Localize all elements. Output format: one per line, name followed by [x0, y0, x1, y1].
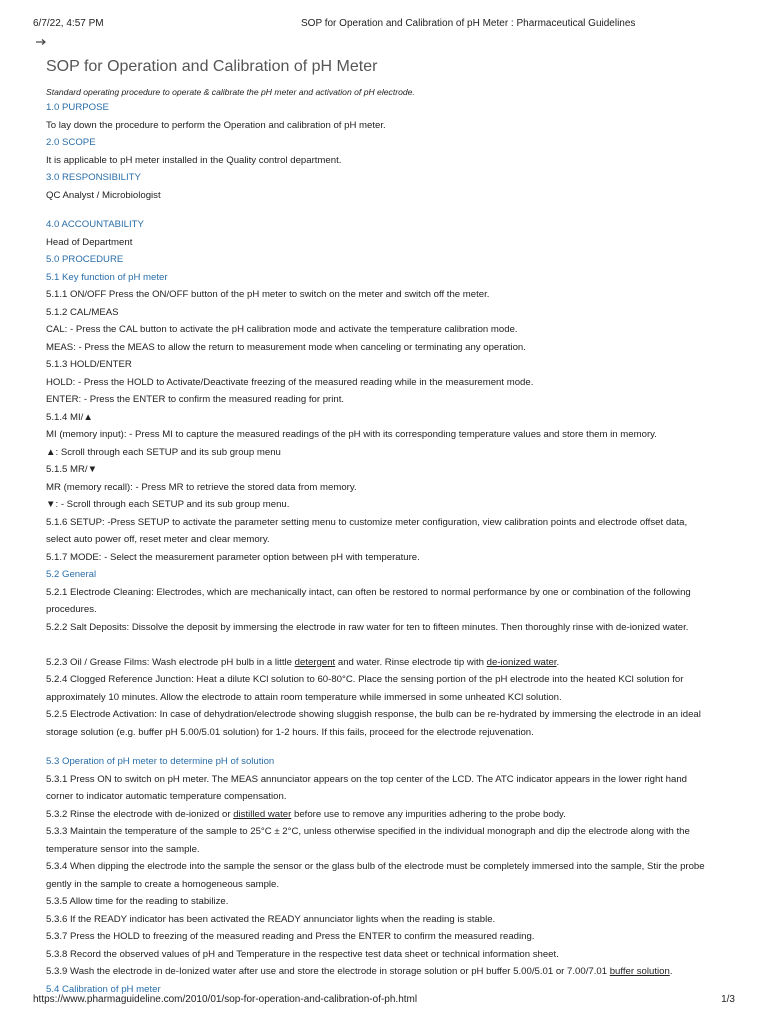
step-5-3-9-text-b: . — [669, 966, 673, 977]
step-5-3-2-text-b: before use to remove any impurities adhering to the probe body. — [291, 808, 566, 820]
step-5-1-3-enter: ENTER: - Press the ENTER to confirm the measured reading for print. — [46, 394, 345, 405]
intro-text: Standard operating procedure to operate & calibrate the pH meter and activation of pH electrode. — [46, 87, 415, 97]
spacer — [46, 741, 710, 753]
accountability-text: Head of Department — [46, 236, 133, 248]
heading-scope: 2.0 SCOPE — [46, 137, 96, 148]
scope-text: It is applicable to pH meter installed in the Quality control department. — [46, 154, 342, 166]
step-5-3-4: 5.3.4 When dipping the electrode into the sample the sensor or the glass bulb of the electrode must be completely immersed into the sample, Stir the probe gently in the sample to create a homogeneous sample. — [46, 861, 705, 890]
step-5-3-2-text-a: 5.3.2 Rinse the electrode with de-ionized or — [46, 808, 234, 820]
step-5-1-4-mi: MI (memory input): - Press MI to capture the measured readings of the pH with its corresponding temperature values and store them in memory. — [46, 429, 657, 440]
step-5-2-4: 5.2.4 Clogged Reference Junction: Heat a dilute KCl solution to 60-80°C. Place the sensing portion of the pH electrode into the heated KCl solution for approximately 10 minutes. Allow the electrode to attain room temperature while immersed in some unheated KCl solution. — [46, 674, 684, 703]
step-5-2-3-text-c: . — [556, 656, 560, 668]
step-5-1-1: 5.1.1 ON/OFF Press the ON/OFF button of the pH meter to switch on the meter and switch off the meter. — [46, 289, 490, 300]
buffer-solution-link[interactable]: buffer solution — [609, 966, 670, 977]
spacer — [46, 204, 710, 216]
step-5-1-5-mr: MR (memory recall): - Press MR to retrieve the stored data from memory. — [46, 481, 357, 493]
heading-accountability: 4.0 ACCOUNTABILITY — [46, 219, 144, 230]
step-5-3-1: 5.3.1 Press ON to switch on pH meter. The MEAS annunciator appears on the top center of the LCD. The ATC indicator appears in the lower right hand corner to indicator automatic temperature compensation. — [46, 773, 687, 802]
subheading-key-function: 5.1 Key function of pH meter — [46, 271, 168, 283]
step-5-1-5-down: ▼: - Scroll through each SETUP and its sub group menu. — [46, 499, 290, 510]
step-5-1-2-meas: MEAS: - Press the MEAS to allow the return to measurement mode when canceling or terminating any operation. — [46, 341, 526, 353]
step-5-1-5: 5.1.5 MR/▼ — [46, 464, 98, 475]
subheading-calibration: 5.4 Calibration of pH meter — [46, 983, 161, 995]
subheading-general: 5.2 General — [46, 569, 97, 580]
heading-procedure: 5.0 PROCEDURE — [46, 254, 124, 265]
detergent-link[interactable]: detergent — [294, 656, 336, 668]
responsibility-text: QC Analyst / Microbiologist — [46, 189, 161, 201]
step-5-2-2: 5.2.2 Salt Deposits: Dissolve the deposit by immersing the electrode in raw water for ten to fifteen minutes. Then thoroughly rinse with de-ionized water. — [46, 621, 689, 633]
step-5-3-8: 5.3.8 Record the observed values of pH and Temperature in the respective test data sheet or technical information sheet. — [46, 948, 559, 960]
step-5-2-3 — [46, 654, 710, 672]
page-number: 1/3 — [721, 994, 735, 1005]
share-arrow-icon[interactable] — [35, 36, 49, 46]
step-5-2-3-text-a: 5.2.3 Oil / Grease Films: Wash electrode pH bulb in a little — [46, 656, 295, 668]
step-5-3-5: 5.3.5 Allow time for the reading to stabilize. — [46, 896, 229, 907]
step-5-3-7: 5.3.7 Press the HOLD to freezing of the measured reading and Press the ENTER to confirm the measured reading. — [46, 931, 535, 942]
step-5-3-9-text-a: 5.3.9 Wash the electrode in de-Ionized water after use and store the electrode in storage solution or pH buffer 5.00/5.01 or 7.00/7.01 — [46, 966, 610, 977]
distilled-water-link[interactable]: distilled water — [233, 808, 292, 820]
de-ionized-water-link[interactable]: de-ionized water — [486, 656, 557, 668]
heading-responsibility: 3.0 RESPONSIBILITY — [46, 172, 141, 183]
step-5-1-2-cal: CAL: - Press the CAL button to activate the pH calibration mode and activate the temperature calibration mode. — [46, 324, 518, 335]
article-title: SOP for Operation and Calibration of pH Meter — [46, 58, 378, 75]
step-5-1-3-hold: HOLD: - Press the HOLD to Activate/Deactivate freezing of the measured reading while in the measurement mode. — [46, 376, 534, 388]
step-5-1-7: 5.1.7 MODE: - Select the measurement parameter option between pH with temperature. — [46, 551, 420, 563]
step-5-3-6: 5.3.6 If the READY indicator has been activated the READY annunciator lights when the reading is stable. — [46, 913, 496, 925]
step-5-3-3: 5.3.3 Maintain the temperature of the sample to 25°C ± 2°C, unless otherwise specified in the individual monograph and dip the electrode along with the temperature sensor into the sample. — [46, 826, 690, 855]
heading-purpose: 1.0 PURPOSE — [46, 102, 109, 113]
step-5-1-3: 5.1.3 HOLD/ENTER — [46, 359, 132, 370]
print-datetime: 6/7/22, 4:57 PM — [33, 18, 104, 29]
print-header — [33, 18, 735, 32]
step-5-1-6: 5.1.6 SETUP: -Press SETUP to activate the parameter setting menu to customize meter configuration, view calibration points and electrode offset data, select auto power off, reset meter and clear memory. — [46, 516, 688, 545]
step-5-1-4-up: ▲: Scroll through each SETUP and its sub group menu — [46, 446, 281, 458]
step-5-2-3-text-b: and water. Rinse electrode tip with — [335, 656, 487, 668]
step-5-1-4: 5.1.4 MI/▲ — [46, 411, 93, 423]
print-page-title: SOP for Operation and Calibration of pH Meter : Pharmaceutical Guidelines — [301, 18, 636, 29]
step-5-3-2 — [46, 806, 710, 824]
step-5-2-1: 5.2.1 Electrode Cleaning: Electrodes, which are mechanically intact, can often be restored to normal performance by one or combination of the following procedures. — [46, 586, 691, 615]
subheading-operation: 5.3 Operation of pH meter to determine pH of solution — [46, 756, 275, 767]
print-footer — [33, 994, 735, 1008]
step-5-2-5: 5.2.5 Electrode Activation: In case of dehydration/electrode showing sluggish response, the bulb can be re-hydrated by immersing the electrode in an ideal storage solution (e.g. buffer pH 5.00/5.01 solution) for 1-2 hours. If this fails, proceed for the electrode rejuvenation. — [46, 709, 701, 738]
purpose-text: To lay down the procedure to perform the Operation and calibration of pH meter. — [46, 119, 386, 131]
step-5-3-9 — [46, 963, 710, 981]
step-5-1-2: 5.1.2 CAL/MEAS — [46, 306, 119, 318]
page-url[interactable]: https://www.pharmaguideline.com/2010/01/sop-for-operation-and-calibration-of-ph.html — [33, 994, 418, 1005]
article-body — [46, 86, 710, 998]
